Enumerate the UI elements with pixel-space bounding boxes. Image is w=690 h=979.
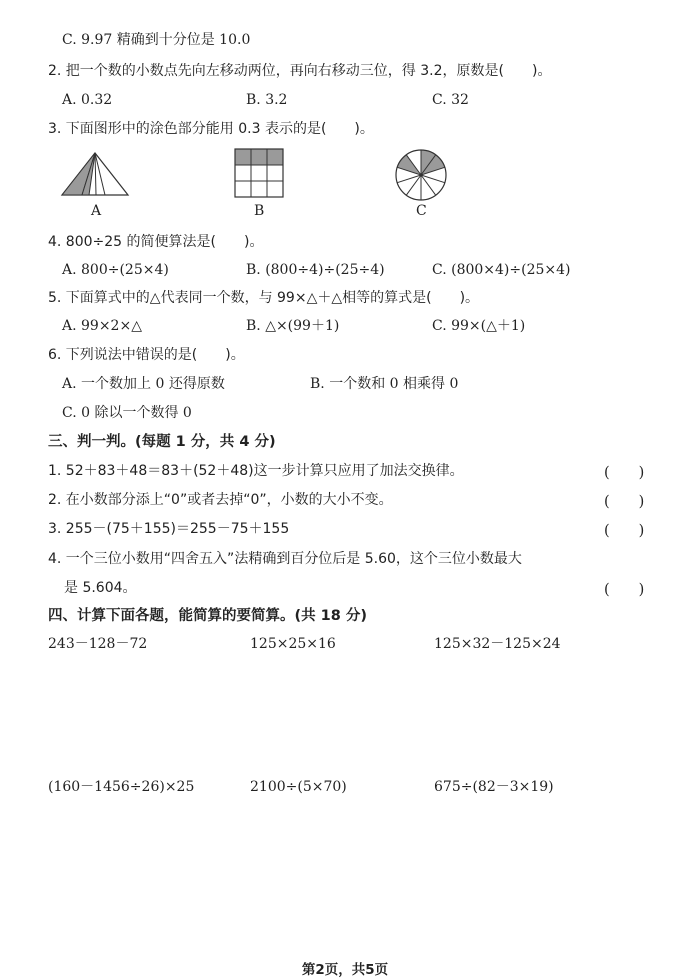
judge-item-4-cont: 是 5.604。 (64, 580, 137, 596)
page-footer: 第2页，共5页 (301, 962, 389, 978)
judge-answer-4[interactable]: ( ) (604, 582, 645, 598)
section-4-title: 四、计算下面各题，能简算的要简算。(共 18 分) (48, 608, 368, 624)
calc-2: 125×25×16 (250, 636, 336, 652)
judge-answer-3[interactable]: ( ) (604, 523, 645, 539)
judge-item-1: 1. 52＋83＋48＝83＋(52＋48)这一步计算只应用了加法交换律。 (48, 463, 464, 479)
q5-option-a: A. 99×2×△ (62, 318, 142, 334)
calc-4: (160－1456÷26)×25 (48, 779, 195, 795)
q3-stem: 3. 下面图形中的涂色部分能用 0.3 表示的是( )。 (48, 121, 374, 137)
q4-option-b: B. (800÷4)÷(25÷4) (246, 262, 385, 278)
q2-option-b: B. 3.2 (246, 92, 288, 108)
figure-b-label: B (254, 203, 265, 219)
q5-stem: 5. 下面算式中的△代表同一个数，与 99×△＋△相等的算式是( )。 (48, 290, 480, 306)
judge-item-2: 2. 在小数部分添上“0”或者去掉“0”，小数的大小不变。 (48, 492, 393, 508)
calc-6: 675÷(82－3×19) (434, 779, 554, 795)
q5-option-c: C. 99×(△＋1) (432, 318, 526, 334)
judge-item-3: 3. 255－(75＋155)＝255－75＋155 (48, 521, 290, 537)
q2-stem: 2. 把一个数的小数点先向左移动两位，再向右移动三位，得 3.2，原数是( )。 (48, 63, 552, 79)
q6-option-c: C. 0 除以一个数得 0 (62, 405, 192, 421)
q6-stem: 6. 下列说法中错误的是( )。 (48, 347, 245, 363)
judge-answer-2[interactable]: ( ) (604, 494, 645, 510)
q1-option-c: C. 9.97 精确到十分位是 10.0 (62, 32, 251, 48)
figure-c-circle (394, 148, 448, 202)
figure-b-grid (234, 148, 284, 198)
calc-3: 125×32－125×24 (434, 636, 561, 652)
figure-a-label: A (91, 203, 102, 219)
q2-option-c: C. 32 (432, 92, 469, 108)
judge-item-4: 4. 一个三位小数用“四舍五入”法精确到百分位后是 5.60，这个三位小数最大 (48, 551, 522, 567)
figure-a-triangle (60, 150, 130, 200)
q6-option-a: A. 一个数加上 0 还得原数 (62, 376, 225, 392)
figure-c-label: C (416, 203, 427, 219)
calc-5: 2100÷(5×70) (250, 779, 347, 795)
section-3-title: 三、判一判。(每题 1 分，共 4 分) (48, 434, 276, 450)
q5-option-b: B. △×(99＋1) (246, 318, 340, 334)
q2-option-a: A. 0.32 (62, 92, 113, 108)
q4-stem: 4. 800÷25 的简便算法是( )。 (48, 234, 264, 250)
q6-option-b: B. 一个数和 0 相乘得 0 (310, 376, 459, 392)
judge-answer-1[interactable]: ( ) (604, 465, 645, 481)
calc-1: 243－128－72 (48, 636, 148, 652)
q4-option-c: C. (800×4)÷(25×4) (432, 262, 571, 278)
q4-option-a: A. 800÷(25×4) (62, 262, 169, 278)
